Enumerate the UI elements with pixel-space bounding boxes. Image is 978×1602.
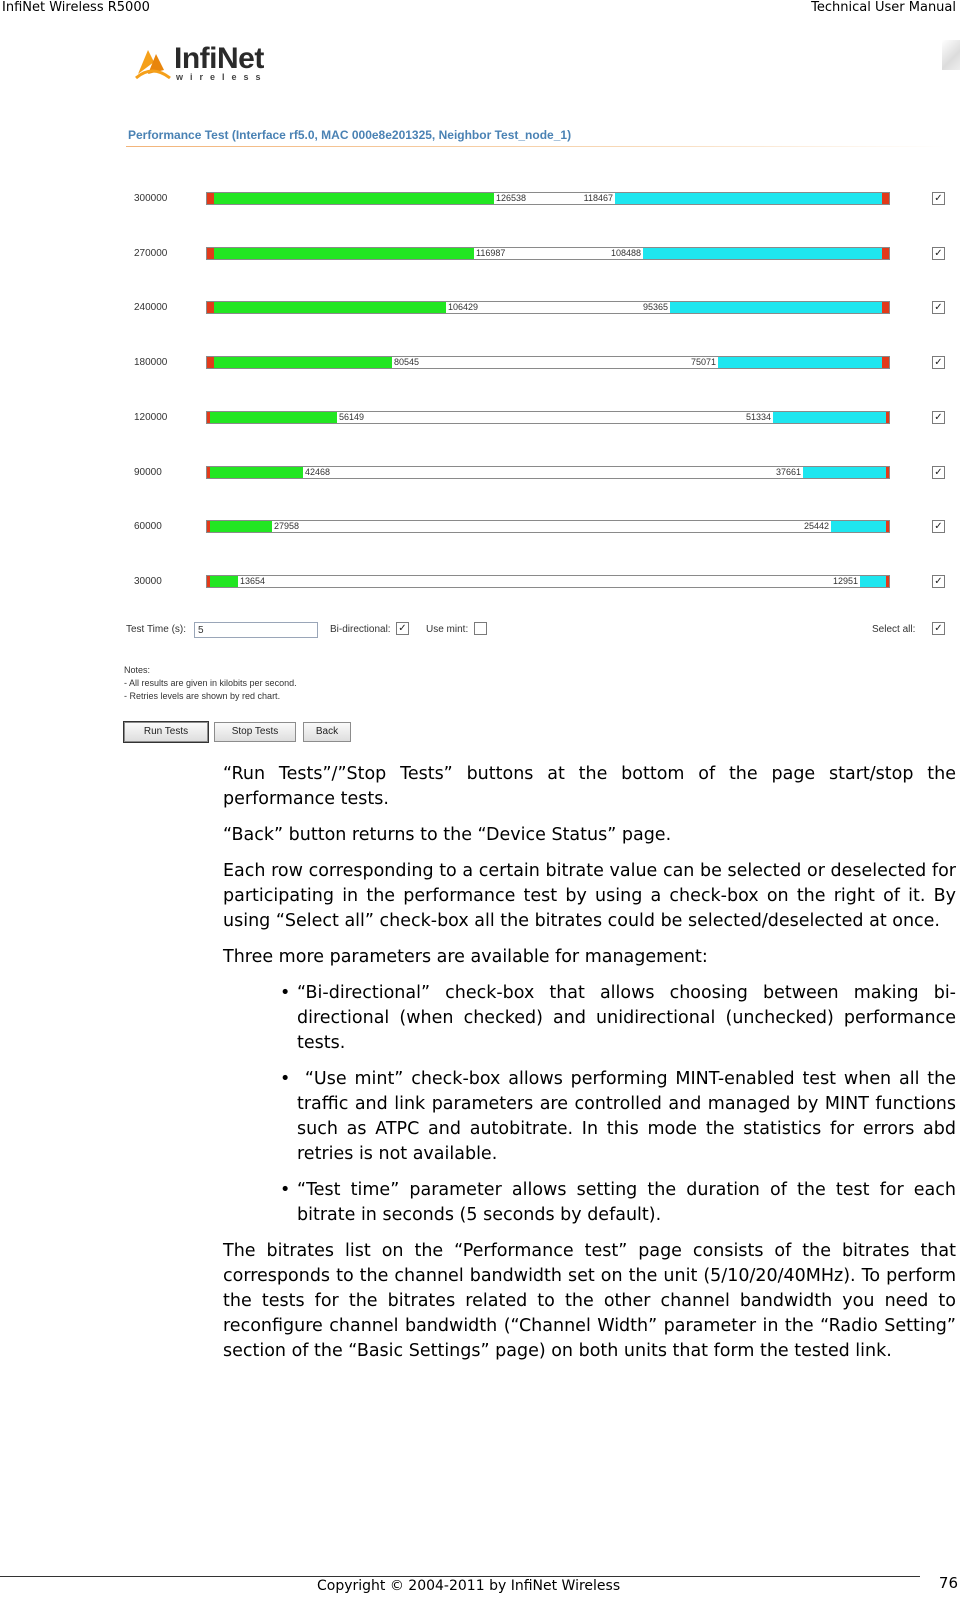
tx-throughput-label: 116987 — [476, 247, 506, 258]
tx-throughput-label: 42468 — [305, 466, 331, 477]
tx-throughput-label: 106429 — [448, 302, 479, 313]
rx-throughput-label: 12951 — [832, 575, 858, 586]
notes-title: Notes: — [124, 665, 151, 675]
bitrate-checkbox[interactable]: ✓ — [932, 520, 945, 533]
bullet-text: “Test time” parameter allows setting the duration of the test for each bitrate in seconds (5 seconds by default). — [297, 1180, 956, 1225]
bitrate-row — [118, 518, 960, 538]
rx-throughput-bar — [670, 302, 889, 313]
header-product: InfiNet Wireless R5000 — [2, 0, 150, 15]
stop-tests-button[interactable]: Stop Tests — [214, 722, 296, 742]
throughput-bar — [206, 520, 890, 533]
tx-throughput-label: 126538 — [496, 193, 527, 203]
tx-throughput-label: 56149 — [339, 411, 365, 422]
tx-throughput-label: 27958 — [274, 521, 300, 532]
rx-throughput-label: 37661 — [775, 466, 801, 477]
bitrate-value: 180000 — [134, 357, 168, 369]
throughput-bar — [206, 247, 890, 260]
rx-throughput-bar — [831, 521, 889, 532]
bullet-text: “Use mint” check-box allows performing MINT-enabled test when all the traffic and link parameters are controlled and managed by MINT functions such as ATPC and autobitrate. In this mode the statistics for errors abd retries is not available. — [297, 1069, 956, 1164]
tx-throughput-bar — [207, 521, 272, 532]
tx-retries-bar — [207, 248, 214, 259]
bitrate-checkbox[interactable]: ✓ — [932, 466, 945, 479]
bitrate-row — [118, 190, 960, 210]
logo-mark-icon — [134, 44, 172, 82]
tx-throughput-bar — [207, 193, 494, 204]
footer-copyright: Copyright © 2004-2011 by InfiNet Wireless — [317, 1578, 621, 1594]
bitrate-checkbox[interactable]: ✓ — [932, 575, 945, 588]
bidirectional-label: Bi-directional: — [330, 624, 391, 635]
page-title: Performance Test (Interface rf5.0, MAC 000e8e201325, Neighbor Test_node_1) — [128, 128, 572, 142]
use-mint-checkbox[interactable] — [474, 622, 487, 635]
rx-retries-bar — [886, 467, 889, 478]
bidirectional-checkbox[interactable]: ✓ — [396, 622, 409, 635]
notes-line: - Retries levels are shown by red chart. — [124, 691, 281, 701]
rx-throughput-bar — [643, 248, 889, 259]
paragraph-params-intro: Three more parameters are available for management: — [223, 947, 708, 967]
throughput-bar — [206, 411, 890, 424]
bullet-bidirectional — [223, 981, 956, 1056]
tx-retries-bar — [207, 357, 214, 368]
bitrate-value: 30000 — [134, 575, 162, 587]
window-corner — [942, 40, 960, 70]
test-time-label: Test Time (s): — [126, 624, 187, 635]
header-doc-title: Technical User Manual — [811, 0, 956, 15]
rx-retries-bar — [882, 357, 889, 368]
bitrate-checkbox[interactable]: ✓ — [932, 247, 945, 260]
select-all-label: Select all: — [872, 624, 916, 635]
rx-throughput-label: 95365 — [642, 302, 668, 313]
paragraph-bitrates-list: The bitrates list on the “Performance test” page consists of the bitrates that corresponds to the channel bandwidth set on the unit (5/10/20/40MHz). To perform the tests for the bitrates related to the other channel bandwidth you need to reconfigure channel bandwidth (“Channel Width” parameter in the “Radio Setting” section of the “Basic Settings” page) on both units that form the tested link. — [223, 1241, 956, 1361]
rx-throughput-bar — [803, 467, 889, 478]
bullet-use-mint — [223, 1067, 956, 1167]
page-number: 76 — [938, 1574, 958, 1592]
tx-throughput-bar — [207, 357, 392, 368]
bitrate-value: 300000 — [134, 193, 168, 204]
run-tests-button[interactable]: Run Tests — [124, 722, 208, 742]
bitrate-value: 120000 — [134, 411, 168, 423]
use-mint-label: Use mint: — [426, 624, 469, 635]
bitrate-checkbox[interactable]: ✓ — [932, 301, 945, 314]
performance-test-screenshot — [118, 34, 960, 750]
bitrate-value: 240000 — [134, 302, 168, 314]
bullet-test-time — [223, 1178, 956, 1228]
bitrate-value: 270000 — [134, 247, 168, 259]
select-all-checkbox[interactable]: ✓ — [932, 622, 945, 635]
rx-retries-bar — [886, 412, 889, 423]
bitrate-row — [118, 464, 960, 484]
tx-retries-bar — [207, 302, 214, 313]
rx-throughput-label: 108488 — [610, 247, 641, 258]
bitrate-checkbox[interactable]: ✓ — [932, 356, 945, 369]
bullet-glyph: • — [280, 1069, 291, 1089]
rx-retries-bar — [882, 193, 889, 204]
title-divider — [126, 146, 946, 147]
rx-throughput-label: 118467 — [583, 193, 613, 203]
rx-throughput-label: 51334 — [745, 411, 771, 422]
rx-throughput-bar — [860, 576, 889, 587]
tx-throughput-bar — [207, 467, 303, 478]
rx-retries-bar — [882, 302, 889, 313]
tx-throughput-bar — [207, 576, 238, 587]
rx-retries-bar — [882, 248, 889, 259]
bullet-glyph: • — [280, 1180, 291, 1200]
rx-retries-bar — [886, 521, 889, 532]
throughput-bar — [206, 466, 890, 479]
bitrate-row — [118, 245, 960, 265]
rx-retries-bar — [886, 576, 889, 587]
rx-throughput-bar — [718, 357, 889, 368]
page-header — [0, 0, 978, 18]
throughput-bar — [206, 301, 890, 314]
rx-throughput-bar — [773, 412, 889, 423]
paragraph-run-stop: “Run Tests”/”Stop Tests” buttons at the bottom of the page start/stop the performance tests. — [223, 764, 956, 809]
rx-throughput-label: 25442 — [803, 521, 829, 532]
bitrate-checkbox[interactable]: ✓ — [932, 192, 945, 205]
tx-retries-bar — [207, 412, 210, 423]
body-text — [223, 762, 956, 1375]
bullet-text: “Bi-directional” check-box that allows choosing between making bi-directional (when checked) and unidirectional (unchecked) performance tests. — [297, 983, 956, 1053]
logo-tagline: wireless — [176, 72, 268, 82]
bitrate-row — [118, 409, 960, 429]
bitrate-row — [118, 299, 960, 319]
throughput-bar — [206, 192, 890, 205]
tx-retries-bar — [207, 193, 214, 204]
back-button[interactable]: Back — [303, 722, 351, 742]
tx-retries-bar — [207, 467, 210, 478]
rx-throughput-bar — [615, 193, 889, 204]
infinet-logo — [134, 42, 294, 86]
notes-line: - All results are given in kilobits per second. — [124, 678, 297, 688]
bitrate-checkbox[interactable]: ✓ — [932, 411, 945, 424]
tx-throughput-label: 13654 — [240, 575, 266, 586]
tx-retries-bar — [207, 521, 210, 532]
tx-throughput-bar — [207, 412, 337, 423]
throughput-bar — [206, 356, 890, 369]
tx-throughput-bar — [207, 302, 446, 313]
test-time-input[interactable] — [194, 622, 318, 638]
tx-throughput-label: 80545 — [394, 357, 420, 368]
logo-wordmark: InfiNet — [174, 42, 264, 75]
bitrate-row — [118, 354, 960, 374]
bullet-glyph: • — [280, 983, 291, 1003]
paragraph-row-selection: Each row corresponding to a certain bitrate value can be selected or deselected for participating in the performance test by using a check-box on the right of it. By using “Select all” check-box all the bitrates could be selected/deselected at once. — [223, 861, 956, 931]
throughput-bar — [206, 575, 890, 588]
rx-throughput-label: 75071 — [690, 357, 716, 368]
bitrate-value: 90000 — [134, 466, 162, 478]
notes-block — [124, 664, 297, 703]
tx-retries-bar — [207, 576, 210, 587]
footer-divider — [0, 1576, 920, 1577]
bitrate-row — [118, 573, 960, 593]
bitrate-value: 60000 — [134, 521, 162, 533]
paragraph-back: “Back” button returns to the “Device Status” page. — [223, 825, 672, 845]
tx-throughput-bar — [207, 248, 474, 259]
